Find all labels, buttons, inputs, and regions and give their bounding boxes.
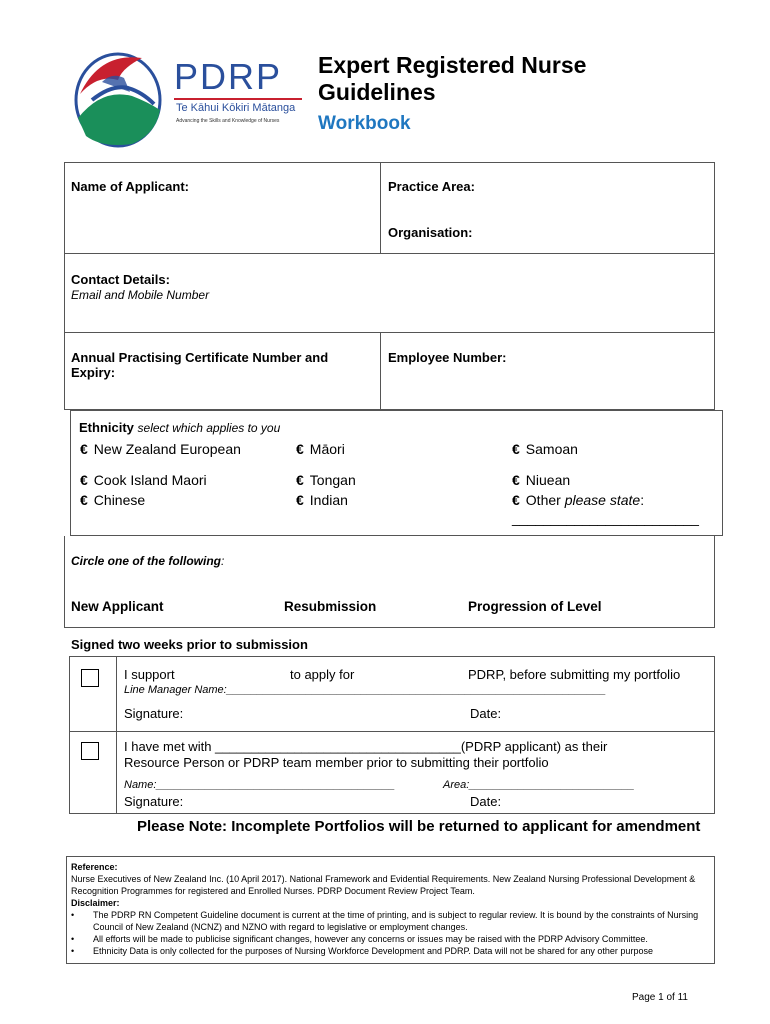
ethnicity-option[interactable]: € New Zealand European <box>80 441 241 457</box>
euro-bullet-icon: € <box>80 472 88 488</box>
resource-person-checkbox[interactable] <box>81 742 99 760</box>
apc-divider <box>380 333 381 410</box>
line-manager-name-field[interactable]: Line Manager Name:______________________________________________________________ <box>124 684 607 696</box>
logo-subtagline: Advancing the Skills and Knowledge of Nurses <box>176 118 280 124</box>
ethnicity-option[interactable]: € Tongan <box>296 472 356 488</box>
ethnicity-other-line[interactable]: ________________________ <box>512 510 699 526</box>
ethnicity-option[interactable]: € Cook Island Maori <box>80 472 207 488</box>
euro-bullet-icon: € <box>296 441 304 457</box>
ethnicity-hint: select which applies to you <box>137 421 281 435</box>
new-applicant-option[interactable]: New Applicant <box>71 599 164 614</box>
apc-label: Annual Practising Certificate Number and Expiry: <box>71 350 329 380</box>
applicant-divider <box>380 162 381 254</box>
ethnicity-label: Ethnicity <box>79 420 134 435</box>
circle-label: Circle one of the following <box>71 554 221 568</box>
i-support-text: I support <box>124 667 175 682</box>
euro-bullet-icon: € <box>80 441 88 457</box>
euro-bullet-icon: € <box>512 441 520 457</box>
euro-bullet-icon: € <box>512 472 520 488</box>
signed-row-divider <box>69 731 715 732</box>
circle-heading: Circle one of the following: <box>71 554 225 568</box>
reference-content <box>71 861 709 957</box>
name-field[interactable]: Name:_______________________________________ <box>124 779 395 791</box>
pdrp-before-text: PDRP, before submitting my portfolio <box>468 667 681 682</box>
logo-text: PDRP <box>174 56 283 97</box>
euro-bullet-icon: € <box>80 492 88 508</box>
page-subtitle: Workbook <box>318 113 411 134</box>
page-title: Expert Registered Nurse Guidelines <box>318 52 587 105</box>
signed-heading: Signed two weeks prior to submission <box>71 637 308 652</box>
name-of-applicant-label: Name of Applicant: <box>71 179 189 194</box>
applicant-box <box>64 162 715 254</box>
bullet-icon: • <box>71 910 75 920</box>
circle-box <box>64 536 715 628</box>
signature-label-1: Signature: <box>124 706 184 721</box>
ethnicity-option[interactable]: € Chinese <box>80 492 146 508</box>
practice-area-label: Practice Area: <box>388 179 475 194</box>
ethnicity-heading <box>79 420 280 435</box>
page-number: Page 1 of 11 <box>632 992 688 1003</box>
reference-heading: Reference: <box>71 862 118 872</box>
contact-details-hint: Email and Mobile Number <box>71 288 210 302</box>
resubmission-option[interactable]: Resubmission <box>284 599 377 614</box>
pdrp-logo <box>72 48 312 148</box>
euro-bullet-icon: € <box>296 472 304 488</box>
disclaimer-heading: Disclaimer: <box>71 898 120 908</box>
euro-bullet-icon: € <box>512 492 520 508</box>
to-apply-text: to apply for <box>290 667 355 682</box>
bullet-icon: • <box>71 946 75 956</box>
reference-text: Nurse Executives of New Zealand Inc. (10 April 2017). National Framework and Evidential Requirements. New Zealand Nursing Professional Development & Recognition Programmes for registered and Enrolled Nurses. PDRP Document Review Project Team. <box>71 874 696 896</box>
signed-col-divider <box>116 656 117 814</box>
ethnicity-option[interactable]: € Māori <box>296 441 345 457</box>
ethnicity-option[interactable]: € Samoan <box>512 441 578 457</box>
signature-label-2: Signature: <box>124 794 184 809</box>
bullet-icon: • <box>71 934 75 944</box>
contact-details-label: Contact Details: <box>71 272 170 287</box>
date-label-2: Date: <box>470 794 502 809</box>
area-field[interactable]: Area:___________________________ <box>443 779 635 791</box>
disclaimer-item: • The PDRP RN Competent Guideline document is current at the time of printing, and is subject to regular review. It is bound by the constraints of Nursing Council of New Zealand (NCNZ) and NZNO with regard to legislative or employment changes. <box>71 910 699 932</box>
euro-bullet-icon: € <box>296 492 304 508</box>
date-label-1: Date: <box>470 706 502 721</box>
logo-red-rule <box>174 98 302 100</box>
employee-number-label: Employee Number: <box>388 350 507 365</box>
ethnicity-option[interactable]: € Indian <box>296 492 348 508</box>
met-with-text: I have met with __________________________________(PDRP applicant) as their <box>124 739 608 754</box>
disclaimer-item: • All efforts will be made to publicise significant changes, however any concerns or issues may be raised with the PDRP Advisory Committee. <box>71 934 648 944</box>
line-manager-checkbox[interactable] <box>81 669 99 687</box>
ethnicity-option-other[interactable]: € Other please state: <box>512 492 645 508</box>
organisation-label: Organisation: <box>388 225 473 240</box>
please-note: Please Note: Incomplete Portfolios will be returned to applicant for amendment <box>137 818 701 835</box>
disclaimer-item: • Ethnicity Data is only collected for the purposes of Nursing Workforce Development and PDRP. Data will not be shared for any other purpose <box>71 946 653 956</box>
resource-person-text: Resource Person or PDRP team member prior to submitting their portfolio <box>124 755 549 770</box>
ethnicity-option[interactable]: € Niuean <box>512 472 571 488</box>
logo-tagline: Te Kāhui Kōkiri Mātanga <box>176 102 296 114</box>
progression-option[interactable]: Progression of Level <box>468 599 602 614</box>
